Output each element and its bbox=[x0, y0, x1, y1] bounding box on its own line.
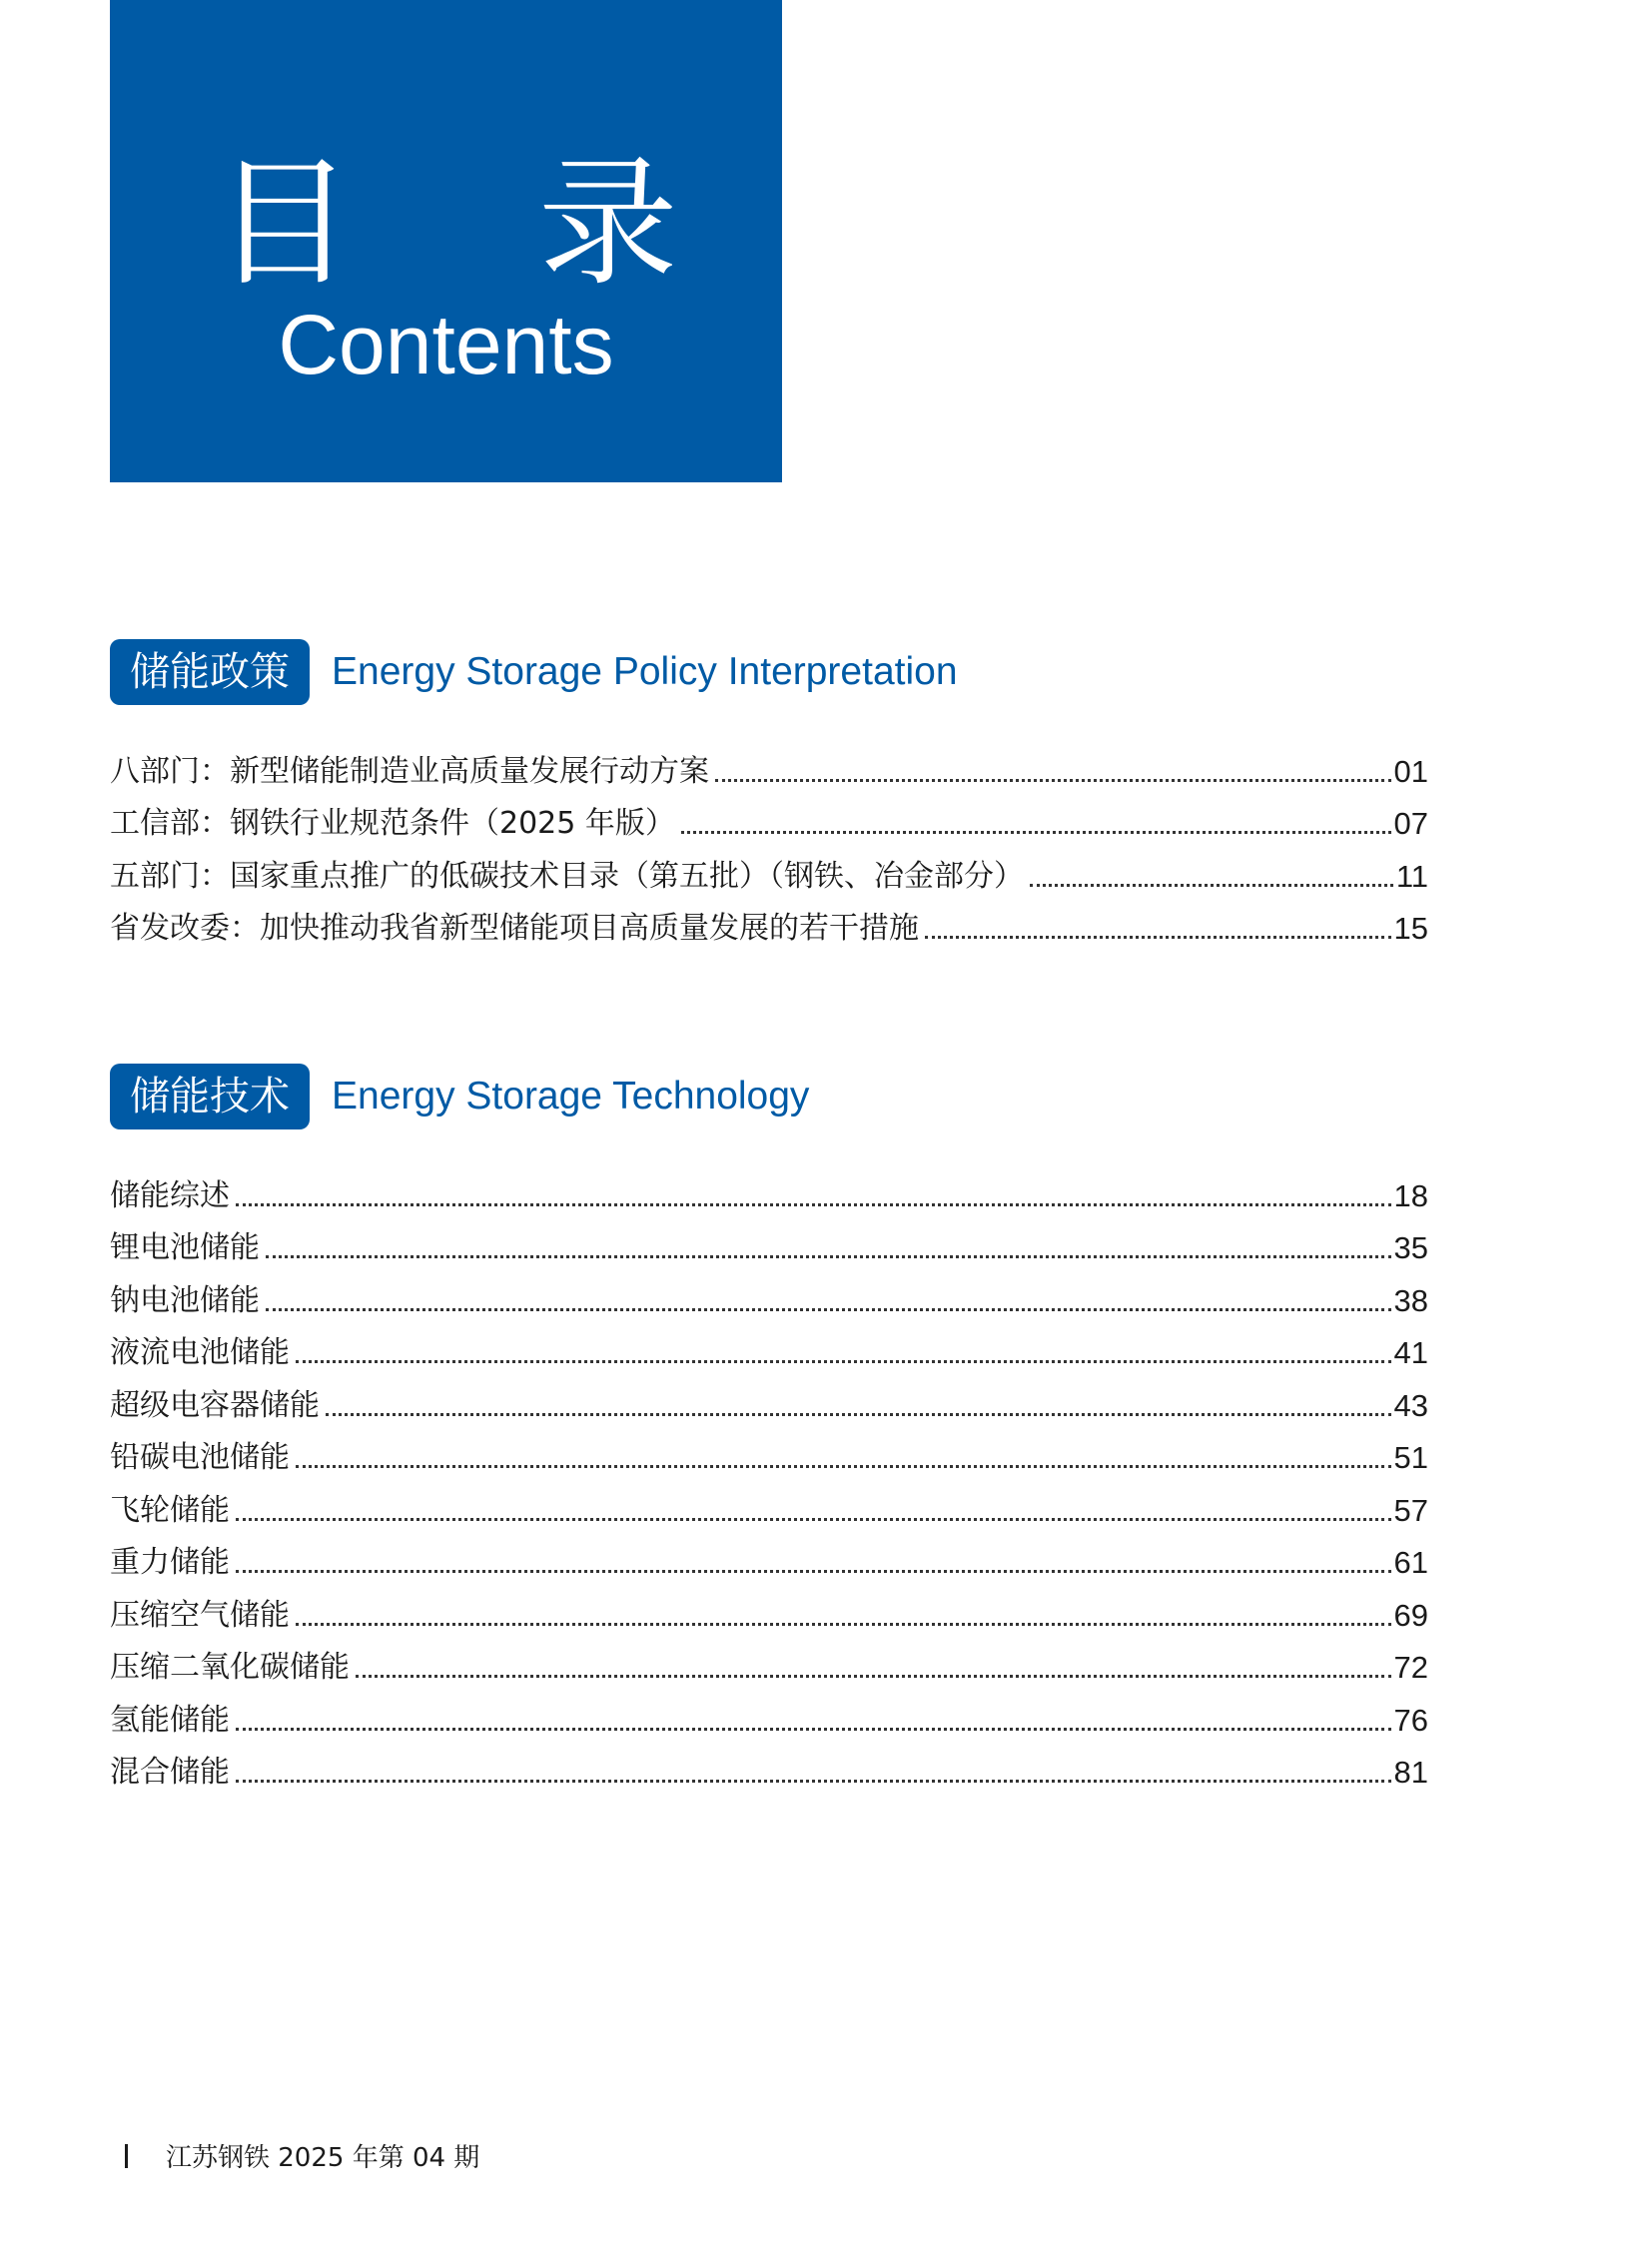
toc-entry-page: 43 bbox=[1393, 1387, 1428, 1423]
toc-entry-page: 01 bbox=[1393, 753, 1428, 789]
toc-entry[interactable] bbox=[110, 739, 1428, 792]
section-title-en: Energy Storage Policy Interpretation bbox=[332, 650, 958, 693]
toc-entry-title: 压缩二氧化碳储能 bbox=[110, 1650, 350, 1685]
toc-entry[interactable] bbox=[110, 1373, 1428, 1426]
section-header-technology bbox=[110, 1064, 809, 1129]
toc-entry[interactable] bbox=[110, 1321, 1428, 1374]
toc-entry[interactable] bbox=[110, 1426, 1428, 1479]
page-title-en: Contents bbox=[278, 298, 614, 391]
toc-entry[interactable] bbox=[110, 1636, 1428, 1689]
toc-entry[interactable] bbox=[110, 1688, 1428, 1741]
dot-leader bbox=[296, 1623, 1391, 1626]
toc-entry[interactable] bbox=[110, 897, 1428, 950]
toc-entry-title: 钠电池储能 bbox=[110, 1282, 260, 1318]
dot-leader bbox=[681, 831, 1391, 834]
section-title-en: Energy Storage Technology bbox=[332, 1075, 810, 1118]
toc-entry[interactable] bbox=[110, 1478, 1428, 1531]
toc-entry-title: 省发改委：加快推动我省新型储能项目高质量发展的若干措施 bbox=[110, 911, 919, 946]
title-block bbox=[110, 0, 782, 482]
toc-entry-title: 工信部：钢铁行业规范条件（2025 年版） bbox=[110, 806, 675, 841]
dot-leader bbox=[236, 1518, 1391, 1521]
toc-entry-page: 72 bbox=[1393, 1650, 1428, 1685]
dot-leader bbox=[715, 779, 1391, 782]
toc-entry-page: 61 bbox=[1393, 1545, 1428, 1580]
page-title-cn: 目 录 bbox=[214, 143, 748, 306]
toc-entry-page: 35 bbox=[1393, 1230, 1428, 1265]
toc-entry-title: 液流电池储能 bbox=[110, 1335, 290, 1370]
section-header-policy bbox=[110, 639, 958, 705]
dot-leader bbox=[236, 1203, 1391, 1206]
section-badge: 储能政策 bbox=[110, 639, 310, 705]
toc-entry-page: 41 bbox=[1393, 1335, 1428, 1370]
dot-leader bbox=[925, 936, 1391, 939]
toc-entry-title: 储能综述 bbox=[110, 1177, 230, 1213]
dot-leader bbox=[1030, 884, 1393, 887]
toc-entry-page: 57 bbox=[1393, 1492, 1428, 1528]
dot-leader bbox=[356, 1675, 1391, 1678]
toc-entry-title: 超级电容器储能 bbox=[110, 1387, 320, 1423]
toc-entry-page: 51 bbox=[1393, 1440, 1428, 1475]
toc-entry[interactable] bbox=[110, 1741, 1428, 1794]
dot-leader bbox=[266, 1308, 1391, 1311]
toc-entry-title: 压缩空气储能 bbox=[110, 1597, 290, 1633]
toc-entry-title: 铅碳电池储能 bbox=[110, 1440, 290, 1475]
section-badge: 储能技术 bbox=[110, 1064, 310, 1129]
toc-entry-title: 氢能储能 bbox=[110, 1702, 230, 1738]
toc-entry-page: 69 bbox=[1393, 1597, 1428, 1633]
dot-leader bbox=[296, 1360, 1391, 1363]
dot-leader bbox=[266, 1255, 1391, 1258]
toc-entry-title: 锂电池储能 bbox=[110, 1230, 260, 1265]
dot-leader bbox=[326, 1413, 1391, 1416]
footer-divider bbox=[125, 2144, 128, 2168]
toc-entry[interactable] bbox=[110, 1163, 1428, 1216]
toc-entry-page: 18 bbox=[1393, 1177, 1428, 1213]
page-footer bbox=[125, 2137, 479, 2174]
dot-leader bbox=[236, 1570, 1391, 1573]
toc-list-policy bbox=[110, 739, 1428, 949]
footer-publication: 江苏钢铁 2025 年第 04 期 bbox=[166, 2143, 480, 2173]
toc-entry-page: 81 bbox=[1393, 1755, 1428, 1790]
toc-entry[interactable] bbox=[110, 844, 1428, 897]
toc-entry[interactable] bbox=[110, 1531, 1428, 1584]
dot-leader bbox=[296, 1465, 1391, 1468]
toc-entry-page: 11 bbox=[1395, 858, 1428, 894]
toc-entry-page: 38 bbox=[1393, 1282, 1428, 1318]
toc-entry-page: 15 bbox=[1393, 911, 1428, 946]
toc-entry-title: 飞轮储能 bbox=[110, 1492, 230, 1528]
toc-entry-title: 八部门：新型储能制造业高质量发展行动方案 bbox=[110, 753, 709, 789]
toc-entry[interactable] bbox=[110, 1216, 1428, 1269]
dot-leader bbox=[236, 1728, 1391, 1731]
toc-entry-title: 重力储能 bbox=[110, 1545, 230, 1580]
toc-entry-title: 五部门：国家重点推广的低碳技术目录（第五批）（钢铁、冶金部分） bbox=[110, 858, 1024, 894]
toc-entry[interactable] bbox=[110, 792, 1428, 845]
toc-entry[interactable] bbox=[110, 1268, 1428, 1321]
toc-entry-title: 混合储能 bbox=[110, 1755, 230, 1790]
toc-list-technology bbox=[110, 1163, 1428, 1793]
toc-entry[interactable] bbox=[110, 1583, 1428, 1636]
dot-leader bbox=[236, 1780, 1391, 1783]
toc-entry-page: 76 bbox=[1393, 1702, 1428, 1738]
toc-entry-page: 07 bbox=[1393, 806, 1428, 841]
